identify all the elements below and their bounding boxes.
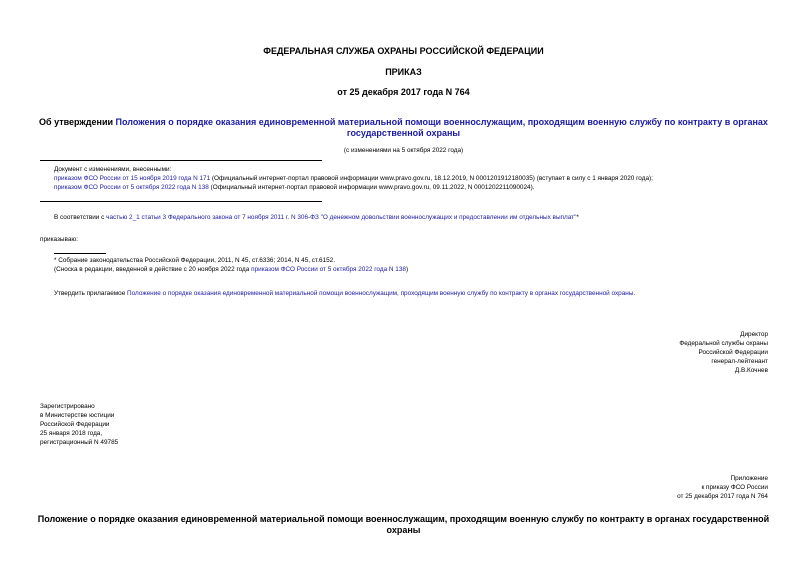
order-word: приказываю: bbox=[40, 236, 78, 243]
footnote-divider bbox=[54, 253, 106, 254]
registration-line5: регистрационный N 49785 bbox=[40, 439, 119, 446]
signature-block bbox=[468, 330, 768, 375]
preamble-law-link[interactable]: частью 2_1 статьи 3 Федерального закона от 7 ноября 2011 г. N 306-ФЗ "О денежном довольствии военнослужащих и предоставлении им отдельных выплат" bbox=[106, 214, 577, 221]
change-link-1[interactable]: приказом ФСО России от 15 ноября 2019 года N 171 bbox=[54, 175, 211, 182]
change-item-1 bbox=[54, 174, 794, 183]
title-link-line1[interactable]: Положения о порядке оказания единовременной материальной помощи военнослужащим, проходящим военную службу по контракту в органах bbox=[115, 117, 768, 127]
approve-link[interactable]: Положение о порядке оказания единовременной материальной помощи военнослужащим, проходящим военную службу по контракту в органах государственной охраны bbox=[127, 290, 634, 297]
regulation-title bbox=[0, 514, 807, 536]
change-item-2 bbox=[54, 183, 794, 192]
footnote-line2-prefix: (Сноска в редакции, введенной в действие с 20 ноября 2022 года bbox=[54, 266, 252, 273]
signature-line5: Д.В.Кочнев bbox=[734, 367, 768, 374]
changes-intro: Документ с изменениями, внесенными: bbox=[54, 166, 172, 173]
approve-prefix: Утвердить прилагаемое bbox=[54, 290, 128, 297]
registration-line1: Зарегистрировано bbox=[40, 403, 95, 410]
appendix-line1: Приложение bbox=[730, 475, 768, 482]
registration-block bbox=[40, 402, 340, 447]
preamble bbox=[54, 213, 794, 222]
registration-line4: 25 января 2018 года, bbox=[40, 430, 103, 437]
signature-line1: Директор bbox=[740, 331, 768, 338]
footnote bbox=[54, 256, 794, 274]
appendix-line2: к приказу ФСО России bbox=[701, 484, 768, 491]
divider-top bbox=[40, 160, 322, 161]
document-title bbox=[0, 117, 807, 139]
agency-title: ФЕДЕРАЛЬНАЯ СЛУЖБА ОХРАНЫ РОССИЙСКОЙ ФЕДЕРАЦИИ bbox=[263, 46, 544, 56]
change-link-2[interactable]: приказом ФСО России от 5 октября 2022 года N 138 bbox=[54, 184, 209, 191]
preamble-suffix: * bbox=[576, 214, 579, 221]
revision-note: (с изменениями на 5 октября 2022 года) bbox=[343, 147, 464, 154]
registration-line3: Российской Федерации bbox=[40, 421, 110, 428]
footnote-line2-suffix: ) bbox=[405, 266, 409, 273]
approve-paragraph bbox=[54, 289, 794, 298]
footnote-link[interactable]: приказом ФСО России от 5 октября 2022 года N 138 bbox=[251, 266, 406, 273]
regulation-title-line2: охраны bbox=[386, 525, 421, 535]
title-link-line2[interactable]: государственной охраны bbox=[346, 128, 461, 138]
footnote-line1: * Собрание законодательства Российской Федерации, 2011, N 45, ст.6336; 2014, N 45, ст.6152. bbox=[54, 257, 335, 264]
appendix-block bbox=[468, 474, 768, 501]
approve-suffix: . bbox=[633, 290, 636, 297]
change-text-2: (Официальный интернет-портал правовой информации www.pravo.gov.ru, 09.11.2022, N 0001202211090024). bbox=[208, 184, 535, 191]
doc-date-number: от 25 декабря 2017 года N 764 bbox=[337, 87, 470, 97]
title-prefix: Об утверждении bbox=[39, 117, 116, 127]
signature-line2: Федеральной службы охраны bbox=[679, 340, 768, 347]
appendix-line3: от 25 декабря 2017 года N 764 bbox=[677, 493, 768, 500]
preamble-prefix: В соответствии с bbox=[54, 214, 107, 221]
change-text-1: (Официальный интернет-портал правовой информации www.pravo.gov.ru, 18.12.2019, N 0001201912180035) (вступает в силу с 1 января 2020 года); bbox=[210, 175, 653, 182]
divider-bottom bbox=[40, 201, 322, 202]
registration-line2: в Министерстве юстиции bbox=[40, 412, 115, 419]
signature-line3: Российской Федерации bbox=[698, 349, 768, 356]
footnote-line2 bbox=[54, 265, 794, 274]
regulation-title-line1: Положение о порядке оказания единовременной материальной помощи военнослужащим, проходящим военную службу по контракту в органах государственной bbox=[37, 514, 770, 524]
signature-line4: генерал-лейтенант bbox=[711, 358, 768, 365]
doc-type: ПРИКАЗ bbox=[385, 67, 422, 77]
changes-block bbox=[54, 165, 794, 192]
